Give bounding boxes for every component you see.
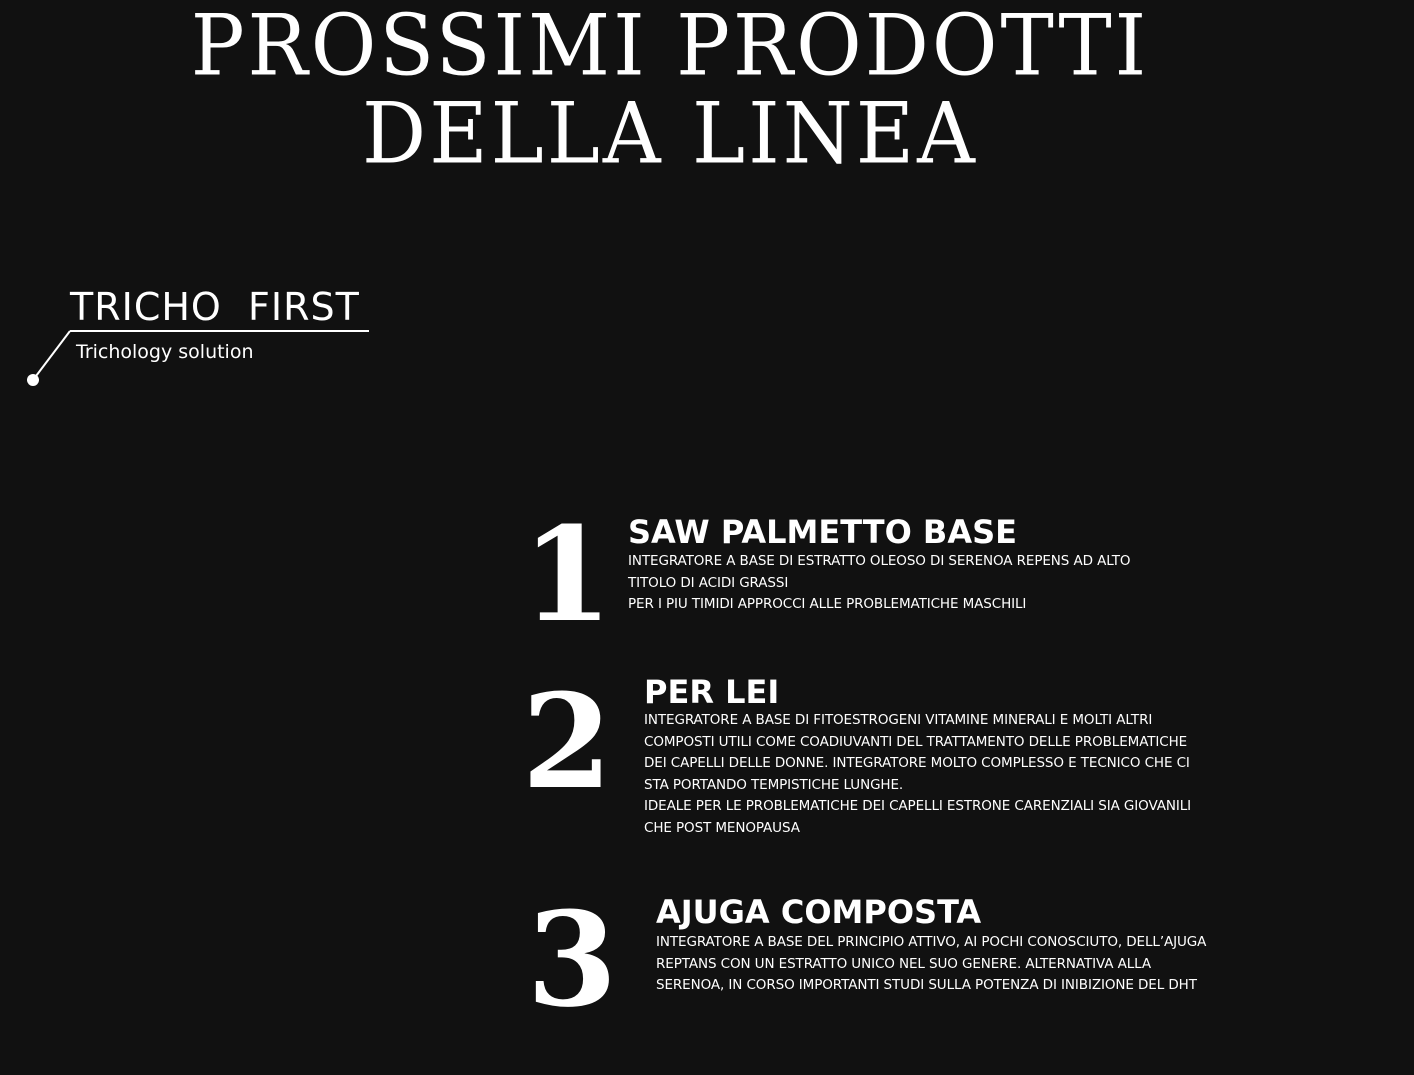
product-name: PER LEI xyxy=(644,673,780,711)
brand-logo xyxy=(0,0,400,400)
product-description xyxy=(644,710,1200,839)
product-description xyxy=(656,932,1212,997)
product-number: 3 xyxy=(526,883,618,1036)
brand-tagline: Trichology solution xyxy=(76,341,254,363)
product-name: AJUGA COMPOSTA xyxy=(656,893,982,931)
product-description-paragraph: IDEALE PER LE PROBLEMATICHE DEI CAPELLI ESTRONE CARENZIALI SIA GIOVANILI CHE POST MENOPAUSA xyxy=(644,798,1192,836)
product-number: 1 xyxy=(522,498,613,651)
page-title-line-2: DELLA LINEA xyxy=(362,84,978,183)
product-description-paragraph: INTEGRATORE A BASE DI ESTRATTO OLEOSO DI SERENOA REPENS AD ALTO TITOLO DI ACIDI GRASSI xyxy=(628,553,1131,591)
product-description-paragraph: PER I PIU TIMIDI APPROCCI ALLE PROBLEMATICHE MASCHILI xyxy=(628,596,1027,612)
product-description-paragraph: INTEGRATORE A BASE DI FITOESTROGENI VITAMINE MINERALI E MOLTI ALTRI COMPOSTI UTILI COME COADIUVANTI DEL TRATTAMENTO DELLE PROBLEMATICHE DEI CAPELLI DELLE DONNE. INTEGRATORE MOLTO COMPLESSO E TECNICO CHE CI STA PORTANDO TEMPISTICHE LUNGHE. xyxy=(644,712,1190,793)
page-title-line-1: PROSSIMI PRODOTTI xyxy=(190,0,1150,95)
product-description xyxy=(628,551,1168,616)
product-number: 2 xyxy=(521,665,613,818)
product-description-paragraph: INTEGRATORE A BASE DEL PRINCIPIO ATTIVO, AI POCHI CONOSCIUTO, DELL’AJUGA REPTANS CON UN ESTRATTO UNICO NEL SUO GENERE. ALTERNATIVA ALLA SERENOA, IN CORSO IMPORTANTI STUDI SULLA POTENZA DI INIBIZIONE DEL DHT xyxy=(656,934,1207,993)
product-name: SAW PALMETTO BASE xyxy=(628,513,1017,551)
brand-name: TRICHO FIRST xyxy=(70,285,360,329)
